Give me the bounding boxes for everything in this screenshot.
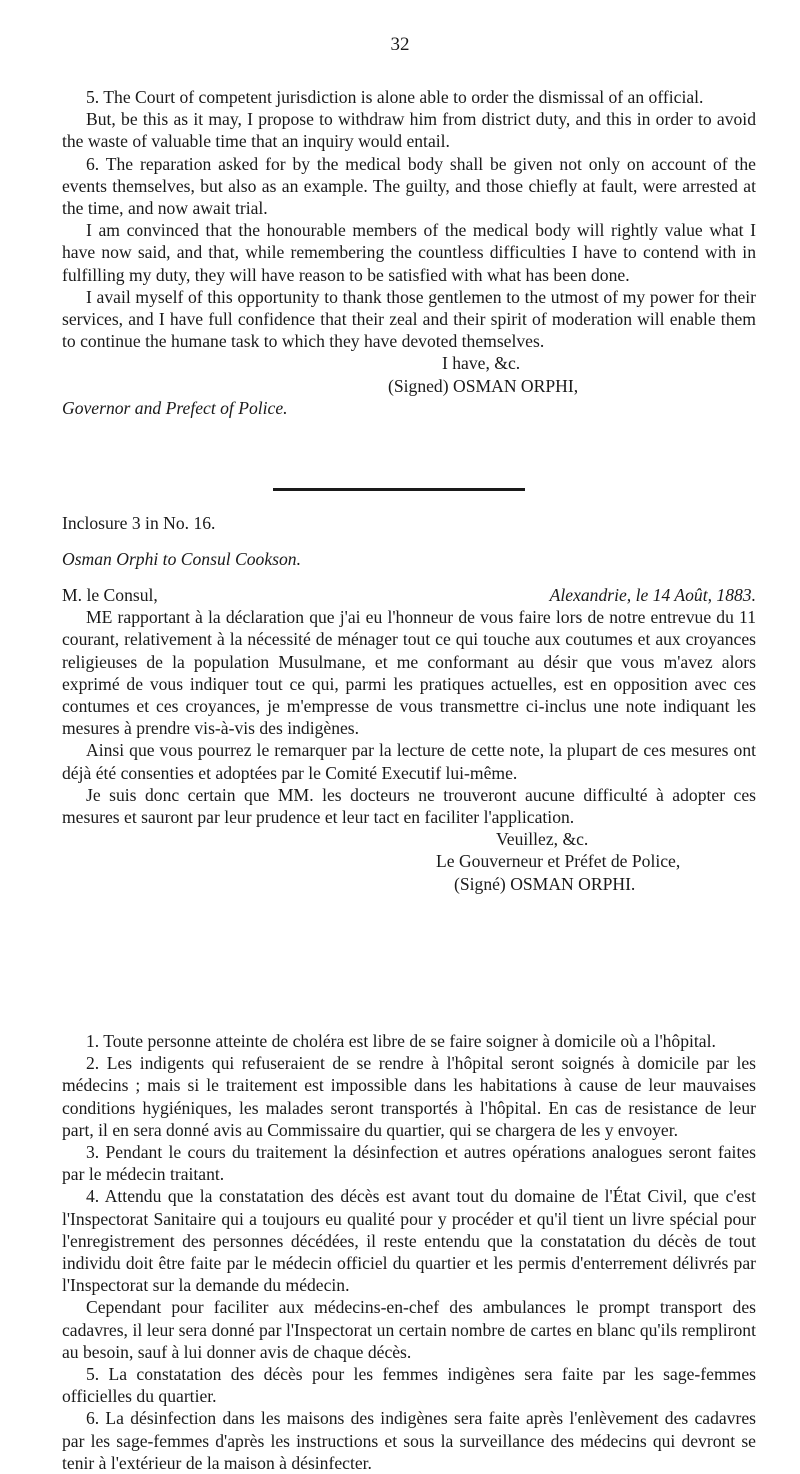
paragraph-but: But, be this as it may, I propose to withdraw him from district duty, and this in order to avoid the waste of valuable time that an inquiry would entail. bbox=[62, 109, 756, 152]
signature: (Signed) OSMAN ORPHI, bbox=[388, 375, 579, 396]
french-letter-body bbox=[62, 584, 756, 895]
salutation: M. le Consul, bbox=[62, 585, 158, 605]
letter-header bbox=[62, 584, 756, 606]
inclosure-header bbox=[62, 512, 756, 570]
inclosure-subheading: Osman Orphi to Consul Cookson. bbox=[62, 549, 302, 570]
paragraph-convinced: I am convinced that the honourable members of the medical body will rightly value what I have now said, and that, while remembering the countless difficulties I have to contend with in fulfilling my duty, they will have reason to be satisfied with what has been done. bbox=[62, 220, 756, 285]
french-signature: (Signé) OSMAN ORPHI. bbox=[454, 873, 636, 894]
note-item-5: 5. La constatation des décès pour les femmes indigènes sera faite par les sage-femmes officielles du quartier. bbox=[62, 1364, 756, 1407]
french-signatory-title: Le Gouverneur et Préfet de Police, bbox=[436, 851, 681, 872]
section-divider bbox=[273, 488, 525, 491]
paragraph-avail: I avail myself of this opportunity to thank those gentlemen to the utmost of my power for their services, and I have full confidence that their zeal and their spirit of moderation will enable them to continue the humane task to which they have devoted themselves. bbox=[62, 286, 756, 352]
french-paragraph-1: ME rapportant à la déclaration que j'ai eu l'honneur de vous faire lors de notre entrevue du 11 courant, relativement à la nécessité de ménager tout ce qui touche aux coutumes et aux croyances religieuses de la population Musulmane, et me conformant au désir que vous m'avez alors exprimé de vous indiquer tout ce qui, parmi les pratiques actuelles, est en opposition avec ces contumes et ces croyances, je m'empresse de vous transmettre ci-inclus une note indiquant les mesures à prendre vis-à-vis des indigènes. bbox=[62, 607, 756, 739]
note-item-2: 2. Les indigents qui refuseraient de se rendre à l'hôpital seront soignés à domicile par les médecins ; mais si le traitement est impossible dans les habitations à cause de leur mauvaises conditions hygiéniques, les malades seront transportés à l'hôpital. En cas de resistance de leur part, il en sera donné avis au Commissaire du quartier, qui se chargera de les y envoyer. bbox=[62, 1053, 756, 1140]
note-item-3: 3. Pendant le cours du traitement la désinfection et autres opérations analogues seront faites par le médecin traitant. bbox=[62, 1142, 756, 1185]
paragraph-5: 5. The Court of competent jurisdiction is alone able to order the dismissal of an official. bbox=[86, 87, 704, 107]
dateline: Alexandrie, le 14 Août, 1883. bbox=[549, 585, 756, 605]
inclosure-heading: Inclosure 3 in No. 16. bbox=[62, 513, 216, 533]
note-item-4-continued: Cependant pour faciliter aux médecins-en-chef des ambulances le prompt transport des cadavres, il leur sera donné par l'Inspectorat un certain nombre de cartes en blanc qu'ils rempliront au besoin, sauf à lui donner avis de chaque décès. bbox=[62, 1297, 756, 1362]
english-letter-body bbox=[62, 86, 756, 419]
page-number: 32 bbox=[390, 34, 410, 55]
french-paragraph-3: Je suis donc certain que MM. les docteurs ne trouveront aucune difficulté à adopter ces mesures et sauront par leur prudence et leur tact en faciliter l'application. bbox=[62, 784, 756, 828]
note-item-1: 1. Toute personne atteinte de choléra est libre de se faire soigner à domicile où a l'hôpital. bbox=[86, 1031, 716, 1051]
note-item-6: 6. La désinfection dans les maisons des indigènes sera faite après l'enlèvement des cadavres par les sage-femmes d'après les instructions et sous la surveillance des médecins qui devront se tenir à l'extérieur de la maison à désinfecter. bbox=[62, 1408, 756, 1473]
note-body bbox=[62, 1030, 756, 1474]
closing: I have, &c. bbox=[442, 353, 521, 374]
signatory-title: Governor and Prefect of Police. bbox=[62, 397, 288, 418]
french-paragraph-2: Ainsi que vous pourrez le remarquer par la lecture de cette note, la plupart de ces mesures ont déjà été consenties et adoptées par le Comité Executif lui-même. bbox=[62, 740, 756, 783]
note-item-4: 4. Attendu que la constatation des décès est avant tout du domaine de l'État Civil, que c'est l'Inspectorat Sanitaire qui a toujours eu qualité pour y procéder et qu'il tient un livre spécial pour l'enregistrement des personnes décédées, il reste entendu que la constatation du décès de tout individu doit être faite par le médecin officiel du quartier et les permis d'enterrement délivrés par l'Inspectorat sur la demande du médecin. bbox=[62, 1186, 756, 1296]
french-closing: Veuillez, &c. bbox=[496, 829, 589, 850]
paragraph-6: 6. The reparation asked for by the medical body shall be given not only on account of the events themselves, but also as an example. The guilty, and those chiefly at fault, were arrested at the time, and now await trial. bbox=[62, 153, 756, 219]
